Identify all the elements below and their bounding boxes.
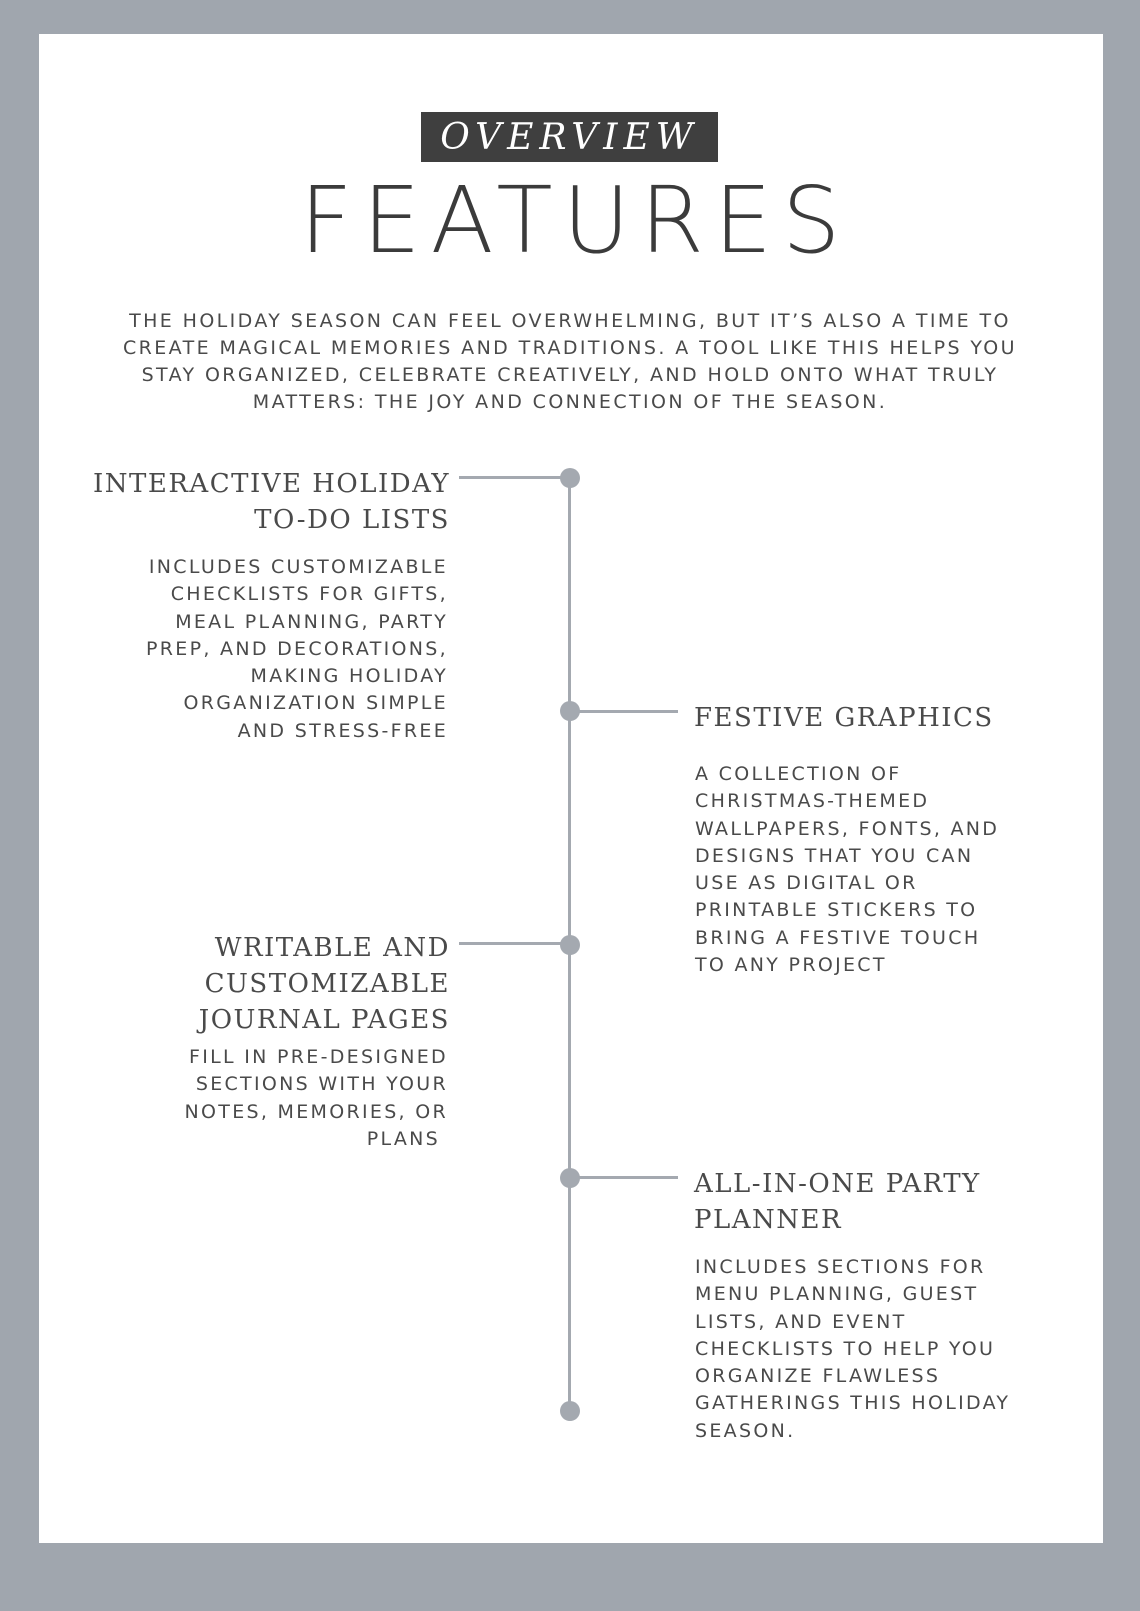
feature-title-line: JOURNAL PAGES [198, 1005, 450, 1035]
intro-paragraph [70, 308, 1070, 416]
feature-desc-line: CHRISTMAS-THEMED [695, 790, 930, 813]
feature-desc-line: MAKING HOLIDAY [250, 665, 448, 688]
feature-desc-line: WALLPAPERS, FONTS, AND [695, 817, 1000, 840]
feature-desc-line: INCLUDES CUSTOMIZABLE [148, 556, 448, 578]
timeline-connector [459, 476, 564, 479]
feature-desc-festive-graphics [695, 761, 999, 979]
feature-desc-line: TO ANY PROJECT [695, 954, 887, 977]
feature-title-line: INTERACTIVE HOLIDAY [93, 469, 450, 499]
feature-desc-line: GATHERINGS THIS HOLIDAY [695, 1392, 1011, 1415]
feature-title-line: TO-DO LISTS [254, 505, 450, 535]
feature-desc-line: ORGANIZE FLAWLESS [695, 1365, 941, 1388]
feature-desc-line: LISTS, AND EVENT [695, 1310, 907, 1333]
feature-desc-todo-lists [146, 554, 448, 745]
feature-title-line: ALL-IN-ONE PARTY [694, 1169, 981, 1199]
overview-badge: OVERVIEW [421, 112, 718, 162]
feature-desc-line: DESIGNS THAT YOU CAN [695, 844, 974, 867]
feature-title-journal-pages [199, 930, 450, 1038]
intro-line: THE HOLIDAY SEASON CAN FEEL OVERWHELMING, BUT IT’S ALSO A TIME TO [129, 310, 1011, 332]
feature-desc-line: INCLUDES SECTIONS FOR [695, 1256, 986, 1278]
feature-desc-line: ORGANIZATION SIMPLE [183, 692, 448, 715]
feature-title-festive-graphics [694, 700, 994, 736]
feature-desc-line: CHECKLISTS TO HELP YOU [695, 1337, 996, 1360]
feature-desc-line: FILL IN PRE-DESIGNED [189, 1046, 448, 1068]
timeline-connector [575, 1176, 678, 1179]
feature-desc-line: USE AS DIGITAL OR [695, 872, 918, 895]
feature-desc-line: SECTIONS WITH YOUR [195, 1073, 448, 1096]
timeline-dot [560, 1401, 580, 1421]
feature-desc-line: PRINTABLE STICKERS TO [695, 899, 978, 922]
feature-desc-line: MENU PLANNING, GUEST [695, 1283, 979, 1306]
feature-desc-line: SEASON. [695, 1419, 796, 1442]
feature-title-todo-lists [93, 466, 450, 538]
feature-desc-line: MEAL PLANNING, PARTY [175, 610, 448, 633]
timeline-connector [459, 942, 564, 945]
timeline-dot [560, 935, 580, 955]
feature-desc-line: PREP, AND DECORATIONS, [146, 637, 448, 660]
intro-line: STAY ORGANIZED, CELEBRATE CREATIVELY, AND HOLD ONTO WHAT TRULY [141, 364, 999, 386]
feature-desc-line: AND STRESS-FREE [237, 719, 448, 742]
intro-line: MATTERS: THE JOY AND CONNECTION OF THE SEASON. [252, 391, 888, 413]
feature-title-line: WRITABLE AND [214, 933, 450, 963]
feature-desc-line: NOTES, MEMORIES, OR [184, 1100, 448, 1123]
feature-title-party-planner [694, 1166, 981, 1238]
feature-desc-line: A COLLECTION OF [695, 763, 902, 785]
feature-title-line: FESTIVE GRAPHICS [694, 703, 994, 733]
feature-desc-line: BRING A FESTIVE TOUCH [695, 926, 981, 949]
feature-desc-line: CHECKLISTS FOR GIFTS, [170, 583, 448, 606]
feature-title-line: CUSTOMIZABLE [204, 969, 450, 999]
timeline-connector [575, 710, 678, 713]
intro-line: CREATE MAGICAL MEMORIES AND TRADITIONS. A TOOL LIKE THIS HELPS YOU [123, 337, 1017, 359]
feature-desc-journal-pages [185, 1044, 448, 1153]
feature-desc-party-planner [695, 1254, 1010, 1445]
feature-desc-line: PLANS [366, 1127, 440, 1150]
page-title: FEATURES [299, 167, 851, 274]
feature-title-line: PLANNER [694, 1205, 843, 1235]
